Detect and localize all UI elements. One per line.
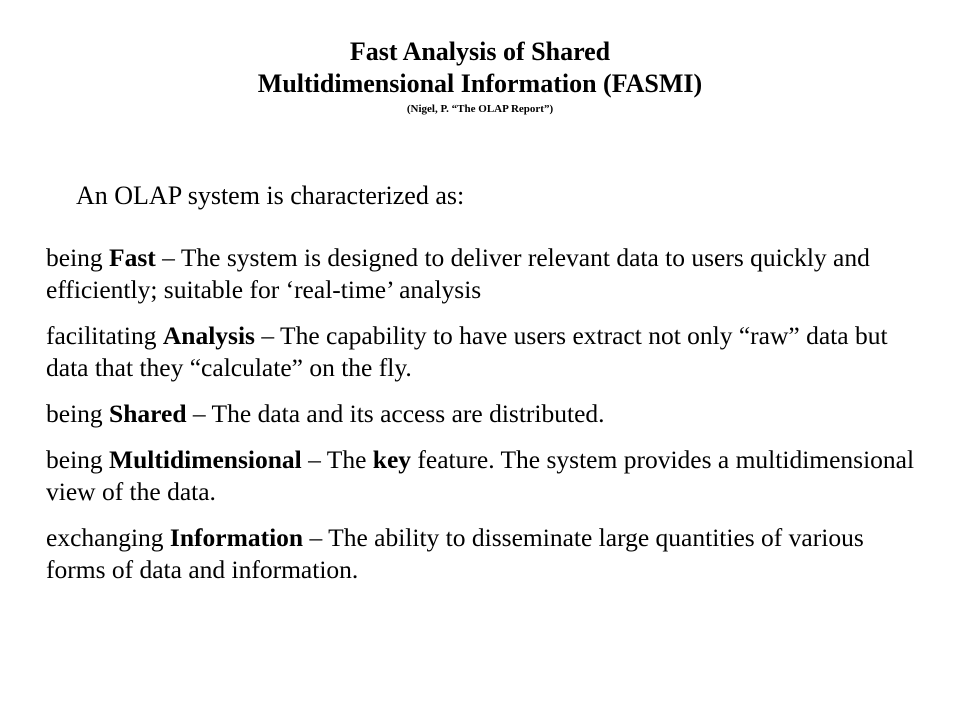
point-prefix: exchanging xyxy=(46,523,170,552)
point-multidimensional xyxy=(46,444,916,508)
point-text: – The capability to have users extract not only “raw” data but data that they “calculate” on the fly. xyxy=(46,321,888,382)
point-prefix: being xyxy=(46,243,110,272)
point-prefix: being xyxy=(46,399,110,428)
title-line-1: Fast Analysis of Shared xyxy=(349,37,611,66)
point-fast xyxy=(46,242,916,306)
point-prefix: facilitating xyxy=(46,321,163,350)
intro-text: An OLAP system is characterized as: xyxy=(76,181,465,210)
point-text: – The ability to disseminate large quantities of various forms of data and information. xyxy=(46,523,864,584)
point-shared xyxy=(46,398,916,430)
point-text-before-key: – The xyxy=(301,445,373,474)
citation: (Nigel, P. “The OLAP Report”) xyxy=(406,103,554,115)
point-term: Multidimensional xyxy=(109,445,302,474)
point-analysis xyxy=(46,320,916,384)
point-information xyxy=(46,522,916,586)
point-term: Analysis xyxy=(162,321,255,350)
point-text: – The system is designed to deliver relevant data to users quickly and efficiently; suitable for ‘real-time’ analysis xyxy=(46,243,870,304)
title-block xyxy=(0,36,960,118)
point-term: Information xyxy=(169,523,304,552)
characteristics-list xyxy=(46,242,916,600)
title-line-2: Multidimensional Information (FASMI) xyxy=(257,69,703,98)
point-term: Shared xyxy=(109,399,187,428)
point-prefix: being xyxy=(46,445,110,474)
point-key-word: key xyxy=(372,445,412,474)
point-term: Fast xyxy=(109,243,156,272)
point-text: – The data and its access are distributed. xyxy=(186,399,605,428)
point-text: feature. The system provides a multidimensional view of the data. xyxy=(46,445,915,506)
